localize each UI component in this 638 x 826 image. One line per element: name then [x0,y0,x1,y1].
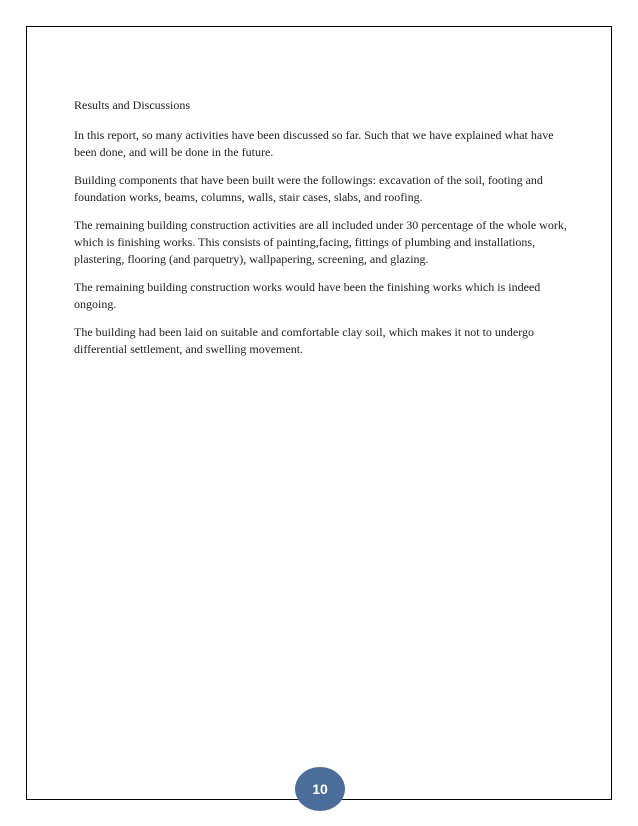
paragraph-soil: The building had been laid on suitable and comfortable clay soil, which makes it not to undergo differential settlement, and swelling movement. [74,325,535,356]
paragraph-finishing-works: The remaining building construction works would have been the finishing works which is indeed ongoing. [74,280,541,311]
section-heading: Results and Discussions [74,98,191,112]
paragraph-intro: In this report, so many activities have been discussed so far. Such that we have explained what have been done, and will be done in the future. [74,128,554,159]
paragraph-built-components: Building components that have been built were the followings: excavation of the soil, footing and foundation works, beams, columns, walls, stair cases, slabs, and roofing. [74,173,543,204]
document-body [74,97,574,369]
page-number-badge: 10 [295,767,345,811]
paragraph-remaining-activities: The remaining building construction activities are all included under 30 percentage of the whole work, which is finishing works. This consists of painting,facing, fittings of plumbing and installations, plastering, flooring (and parquetry), wallpapering, screening, and glazing. [74,218,567,266]
